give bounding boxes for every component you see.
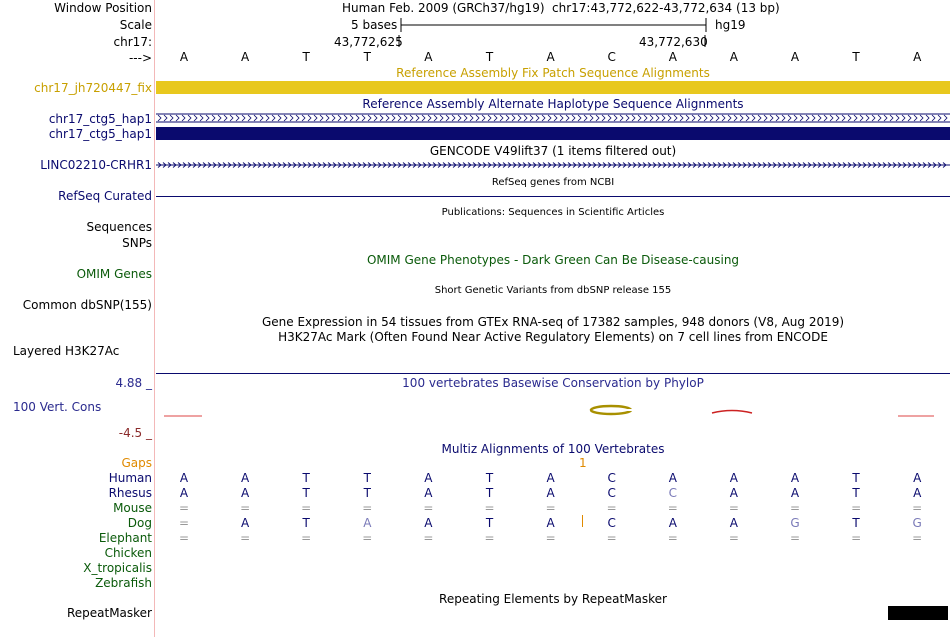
strand-chevron (788, 115, 791, 121)
strand-chevron (830, 115, 833, 121)
strand-chevron (314, 115, 317, 121)
omim-label[interactable]: OMIM Genes (76, 267, 152, 281)
gtex-title[interactable]: Gene Expression in 54 tissues from GTEx RNA-seq of 17382 samples, 948 donors (V8, Aug 2019) (261, 315, 845, 329)
reference-base: C (607, 50, 616, 64)
aligned-base: A (546, 486, 555, 500)
aligned-base: C (607, 486, 616, 500)
aligned-base: A (790, 471, 800, 485)
multiz-title[interactable]: Multiz Alignments of 100 Vertebrates (441, 442, 665, 456)
strand-chevron (590, 115, 593, 121)
strand-chevron (752, 115, 755, 121)
strand-chevron (458, 115, 461, 121)
aligned-base: = (362, 531, 373, 545)
species-label[interactable]: Dog (127, 516, 152, 530)
strand-chevron (800, 115, 803, 121)
coord-left: 43,772,625 (334, 35, 403, 49)
strand-chevron (638, 115, 641, 121)
strand-chevron (476, 115, 479, 121)
aligned-base: = (178, 531, 190, 545)
strand-chevron (464, 115, 467, 121)
gap-count: 1 (579, 456, 587, 470)
aligned-base: = (301, 501, 312, 515)
reference-base: A (424, 50, 433, 64)
fix-patch-label[interactable]: chr17_jh720447_fix (34, 81, 152, 95)
aligned-base: T (363, 471, 371, 485)
chrom-label: chr17: (113, 35, 152, 49)
aligned-base: = (606, 531, 617, 545)
strand-chevron (698, 115, 701, 121)
strand-chevron (272, 115, 275, 121)
aligned-base: T (363, 486, 371, 500)
strand-chevron (170, 115, 173, 121)
aligned-base: = (728, 531, 739, 545)
strand-chevron (656, 115, 659, 121)
strand-chevron (518, 115, 521, 121)
strand-chevron (662, 115, 665, 121)
strand-chevron (884, 115, 887, 121)
repeatmasker-title[interactable]: Repeating Elements by RepeatMasker (439, 592, 667, 606)
reference-base: T (852, 50, 860, 64)
species-label[interactable]: Rhesus (108, 486, 152, 500)
strand-chevron (650, 115, 653, 121)
aligned-base: A (424, 471, 433, 485)
strand-chevron (806, 115, 809, 121)
strand-chevron (926, 115, 929, 121)
strand-chevron (728, 115, 731, 121)
aligned-base: T (852, 486, 860, 500)
reference-base: A (179, 50, 189, 64)
aligned-base: T (302, 486, 310, 500)
coord-right: 43,772,630 (639, 35, 708, 49)
strand-chevron (326, 115, 329, 121)
strand-chevron (500, 115, 503, 121)
strand-chevron (872, 115, 875, 121)
gap-marker (582, 515, 583, 527)
conservation-label[interactable]: 100 Vert. Cons (13, 400, 102, 414)
strand-chevron (686, 115, 689, 121)
aligned-base: A (363, 516, 372, 530)
aligned-base: = (240, 501, 251, 515)
aligned-base: = (545, 531, 556, 545)
aligned-base: = (789, 501, 801, 515)
aligned-base: = (423, 531, 434, 545)
strand-chevron (848, 115, 851, 121)
gencode-gene-label[interactable]: LINC02210-CRHR1 (40, 158, 152, 172)
strand-chevron (290, 115, 293, 121)
reference-base: A (668, 50, 677, 64)
h3k27ac-label[interactable]: Layered H3K27Ac (13, 344, 120, 358)
strand-chevron (896, 115, 899, 121)
aligned-base: = (912, 531, 923, 545)
strand-chevron (932, 115, 935, 121)
alt-haplotype-bar[interactable] (156, 127, 950, 140)
strand-chevron (176, 115, 179, 121)
strand-chevron (536, 115, 539, 121)
strand-chevron (764, 115, 767, 121)
strand-chevron (836, 115, 839, 121)
gencode-gene-line[interactable] (156, 159, 950, 171)
strand-chevron (512, 115, 515, 121)
h3k27ac-title[interactable]: H3K27Ac Mark (Often Found Near Active Regulatory Elements) on 7 cell lines from ENCODE (278, 330, 828, 344)
strand-chevron (548, 115, 551, 121)
strand-chevron (818, 115, 821, 121)
strand-chevron (212, 115, 215, 121)
assembly-name: Human Feb. 2009 (GRCh37/hg19) (342, 1, 545, 15)
strand-chevron (374, 115, 377, 121)
aligned-base: T (302, 471, 310, 485)
strand-chevron (602, 115, 605, 121)
strand-chevron (530, 115, 533, 121)
reference-base: T (302, 50, 310, 64)
strand-chevron (842, 115, 845, 121)
scale-db: hg19 (715, 18, 746, 32)
strand-chevron (164, 115, 167, 121)
aligned-base: = (301, 531, 312, 545)
omim-title[interactable]: OMIM Gene Phenotypes - Dark Green Can Be Disease-causing (366, 253, 740, 267)
alt-haplotype-title[interactable]: Reference Assembly Alternate Haplotype Sequence Alignments (362, 97, 744, 111)
aligned-base: = (545, 501, 556, 515)
strand-chevron (428, 115, 431, 121)
strand-chevron (380, 115, 383, 121)
strand-chevron (488, 115, 491, 121)
strand-chevron (854, 115, 857, 121)
publications-sequences-label[interactable]: Sequences (86, 220, 152, 234)
strand-chevron (356, 115, 359, 121)
aligned-base: = (851, 531, 862, 545)
alt-haplotype-label-2[interactable]: chr17_ctg5_hap1 (48, 127, 152, 141)
strand-chevron (866, 115, 869, 121)
h3k27ac-baseline (156, 373, 950, 374)
strand-chevron (506, 115, 509, 121)
conservation-title[interactable]: 100 vertebrates Basewise Conservation by PhyloP (402, 376, 704, 390)
strand-chevron (560, 115, 563, 121)
aligned-base: T (485, 486, 494, 500)
strand-chevron (578, 115, 581, 121)
strand-chevron (452, 115, 455, 121)
strand-chevron (554, 115, 557, 121)
aligned-base: A (240, 516, 250, 530)
aligned-base: T (852, 516, 860, 530)
aligned-base: = (362, 501, 373, 515)
strand-chevron (938, 115, 941, 121)
strand-chevron (248, 115, 251, 121)
aligned-base: A (240, 471, 250, 485)
strand-chevron (224, 115, 227, 121)
strand-chevron (344, 115, 347, 121)
strand-chevron (812, 115, 815, 121)
strand-label: ---> (128, 51, 152, 65)
strand-chevron (734, 115, 737, 121)
strand-chevron (230, 115, 233, 121)
strand-chevron (308, 115, 311, 121)
strand-chevron (218, 115, 221, 121)
strand-chevron (320, 115, 323, 121)
dbsnp-title[interactable]: Short Genetic Variants from dbSNP release 155 (434, 285, 672, 296)
strand-chevron (758, 115, 761, 121)
strand-chevron (494, 115, 497, 121)
strand-chevron (284, 115, 287, 121)
publications-title[interactable]: Publications: Sequences in Scientific Articles (441, 207, 665, 218)
reference-base: A (546, 50, 555, 64)
aligned-base: = (240, 531, 251, 545)
scale-label: Scale (119, 18, 152, 32)
aligned-base: T (485, 516, 494, 530)
reference-base: A (240, 50, 250, 64)
strand-chevron (278, 115, 281, 121)
strand-chevron (350, 115, 353, 121)
fix-patch-bar[interactable] (156, 81, 950, 94)
aligned-base: A (668, 471, 677, 485)
aligned-base: = (423, 501, 434, 515)
aligned-base: = (851, 501, 862, 515)
strand-chevron (824, 115, 827, 121)
position-readout: chr17:43,772,622-43,772,634 (13 bp) (552, 1, 780, 15)
strand-chevron (362, 115, 365, 121)
strand-chevron (206, 115, 209, 121)
strand-chevron (944, 115, 947, 121)
species-label[interactable]: X_tropicalis (83, 561, 152, 575)
aligned-base: A (913, 471, 922, 485)
strand-chevron (338, 115, 341, 121)
species-label[interactable]: Chicken (104, 546, 152, 560)
aligned-base: A (424, 516, 433, 530)
species-label[interactable]: Zebrafish (95, 576, 152, 590)
strand-chevron (200, 115, 203, 121)
strand-chevron (542, 115, 545, 121)
aligned-base: A (729, 516, 738, 530)
aligned-base: = (484, 501, 495, 515)
strand-chevron (770, 115, 773, 121)
aligned-base: G (912, 516, 922, 530)
aligned-base: = (178, 516, 190, 530)
strand-chevron (416, 115, 419, 121)
aligned-base: C (668, 486, 677, 500)
strand-chevron (446, 115, 449, 121)
alt-haplotype-label-1[interactable]: chr17_ctg5_hap1 (48, 112, 152, 126)
aligned-base: A (179, 471, 189, 485)
scale-bar (400, 15, 710, 35)
aligned-base: G (790, 516, 800, 530)
aligned-base: = (606, 501, 617, 515)
aligned-base: A (179, 486, 189, 500)
strand-chevron (434, 115, 437, 121)
conservation-max: 4.88 _ (115, 376, 152, 390)
strand-chevron (722, 115, 725, 121)
strand-chevron (404, 115, 407, 121)
strand-chevron (644, 115, 647, 121)
strand-chevron (902, 115, 905, 121)
strand-chevron (158, 115, 161, 121)
strand-chevron (716, 115, 719, 121)
species-label[interactable]: Elephant (98, 531, 152, 545)
strand-chevron (908, 115, 911, 121)
strand-chevron (878, 115, 881, 121)
aligned-base: T (302, 516, 310, 530)
strand-chevron (920, 115, 923, 121)
strand-chevron (182, 115, 185, 121)
strand-chevron (860, 115, 863, 121)
aligned-base: A (240, 486, 250, 500)
strand-chevron (668, 115, 671, 121)
strand-chevron (614, 115, 617, 121)
strand-chevron (440, 115, 443, 121)
strand-chevron (194, 115, 197, 121)
aligned-base: A (546, 516, 555, 530)
strand-chevron (422, 115, 425, 121)
gaps-label[interactable]: Gaps (121, 456, 152, 470)
dbsnp-label[interactable]: Common dbSNP(155) (22, 298, 152, 312)
coord-ticks (395, 33, 715, 49)
aligned-base: = (667, 501, 678, 515)
strand-chevron (188, 115, 191, 121)
strand-chevron (482, 115, 485, 121)
strand-chevron (626, 115, 629, 121)
strand-chevron (254, 115, 257, 121)
alt-haplotype-strand[interactable] (156, 113, 950, 123)
publications-snps-label[interactable]: SNPs (122, 236, 152, 250)
aligned-base: A (729, 471, 738, 485)
strand-chevron (242, 115, 245, 121)
strand-chevron (704, 115, 707, 121)
repeatmasker-label[interactable]: RepeatMasker (66, 606, 152, 620)
aligned-base: C (607, 516, 616, 530)
strand-chevron (266, 115, 269, 121)
reference-base: T (363, 50, 371, 64)
strand-chevron (914, 115, 917, 121)
strand-chevron (368, 115, 371, 121)
strand-chevron (236, 115, 239, 121)
window-position-label: Window Position (54, 1, 152, 15)
label-divider (154, 0, 155, 637)
reference-base: A (913, 50, 922, 64)
strand-chevron (410, 115, 413, 121)
strand-chevron (740, 115, 743, 121)
strand-chevron (620, 115, 623, 121)
aligned-base: A (729, 486, 738, 500)
reference-base: A (790, 50, 800, 64)
strand-chevron (674, 115, 677, 121)
strand-chevron (524, 115, 527, 121)
aligned-base: = (789, 531, 801, 545)
refseq-line[interactable] (156, 196, 950, 197)
gencode-title[interactable]: GENCODE V49lift37 (1 items filtered out) (429, 144, 677, 158)
conservation-plot[interactable] (156, 400, 950, 422)
strand-chevron (584, 115, 587, 121)
strand-chevron (260, 115, 263, 121)
strand-chevron (782, 115, 785, 121)
aligned-base: T (485, 471, 494, 485)
strand-chevron (596, 115, 599, 121)
refseq-label[interactable]: RefSeq Curated (58, 189, 152, 203)
strand-chevron (710, 115, 713, 121)
strand-chevron (608, 115, 611, 121)
strand-chevron (692, 115, 695, 121)
strand-chevron (296, 115, 299, 121)
strand-chevron (566, 115, 569, 121)
aligned-base: T (852, 471, 860, 485)
strand-chevron (332, 115, 335, 121)
aligned-base: A (668, 516, 677, 530)
repeatmasker-block[interactable] (888, 606, 948, 620)
strand-chevron (572, 115, 575, 121)
strand-chevron (632, 115, 635, 121)
strand-chevron (794, 115, 797, 121)
aligned-base: = (178, 501, 190, 515)
aligned-base: = (667, 531, 678, 545)
strand-chevron (746, 115, 749, 121)
strand-chevron (398, 115, 401, 121)
aligned-base: A (546, 471, 555, 485)
strand-chevron (890, 115, 893, 121)
conservation-min: -4.5 _ (118, 426, 152, 440)
species-label[interactable]: Mouse (113, 501, 152, 515)
aligned-base: = (728, 501, 739, 515)
aligned-base: = (484, 531, 495, 545)
strand-chevron (680, 115, 683, 121)
aligned-base: A (424, 486, 433, 500)
reference-base: T (485, 50, 494, 64)
reference-base: A (729, 50, 738, 64)
aligned-base: A (913, 486, 922, 500)
strand-chevron (386, 115, 389, 121)
strand-chevron (302, 115, 305, 121)
aligned-base: C (607, 471, 616, 485)
strand-chevron (776, 115, 779, 121)
scale-bases: 5 bases (351, 18, 398, 32)
fix-patch-title[interactable]: Reference Assembly Fix Patch Sequence Alignments (396, 66, 710, 80)
refseq-title[interactable]: RefSeq genes from NCBI (491, 177, 615, 188)
species-label[interactable]: Human (108, 471, 152, 485)
aligned-base: = (912, 501, 923, 515)
strand-chevron (470, 115, 473, 121)
aligned-base: A (790, 486, 800, 500)
strand-chevron (392, 115, 395, 121)
